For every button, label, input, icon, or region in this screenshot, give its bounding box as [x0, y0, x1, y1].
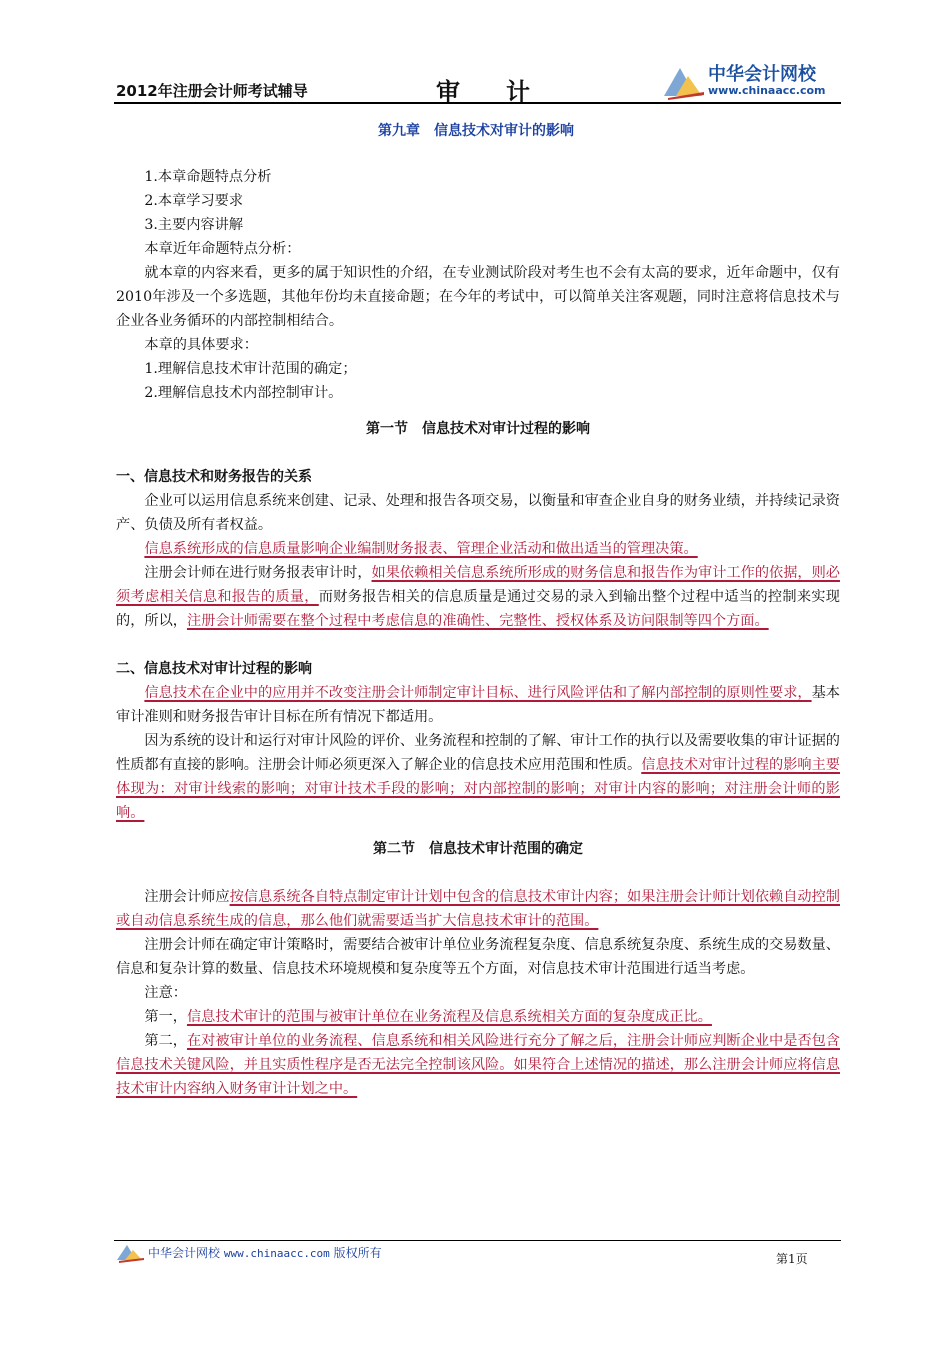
requirements-label: 本章的具体要求：: [144, 337, 258, 353]
logo-url: www.chinaacc.com: [708, 84, 826, 97]
chapter-title: 第九章 信息技术对审计的影响: [378, 123, 574, 139]
note-label: 注意：: [144, 985, 187, 1001]
outline-item-3: 3.主要内容讲解: [144, 217, 244, 233]
highlighted-text: 按信息系统各自特点制定审计计划中包含的信息技术审计内容；如果注册会计师计划依赖自动控制或自动信息系统生成的信息，那么他们就需要适当扩大信息技术审计的范围。: [116, 889, 840, 929]
footer-url: www.chinaacc.com: [223, 1247, 330, 1260]
section-1-paragraph-2: [116, 537, 840, 561]
note-item-2: [116, 1029, 840, 1101]
footer-brand: 中华会计网校: [148, 1246, 221, 1260]
analysis-paragraph: 就本章的内容来看，更多的属于知识性的介绍，在专业测试阶段对考生也不会有太高的要求，近年命题中，仅有2010年涉及一个多选题，其他年份均未直接命题；在今年的考试中，可以简单关注客观题，同时注意将信息技术与企业各业务循环的内部控制相结合。: [116, 265, 840, 329]
header-logo: [662, 60, 842, 102]
note-item-1: [116, 1005, 840, 1029]
header-course-title: 2012年注册会计师考试辅导: [116, 82, 308, 100]
highlighted-text: 注册会计师需要在整个过程中考虑信息的准确性、完整性、授权体系及访问限制等四个方面。: [186, 613, 769, 629]
section-1-heading-2: 二、信息技术对审计过程的影响: [116, 661, 312, 677]
header-subject-title: 审计: [436, 78, 576, 106]
section-1-paragraph-3: [116, 561, 840, 633]
footer-rights: 版权所有: [333, 1246, 382, 1260]
document-body: [116, 165, 840, 1101]
highlighted-text: 信息技术对审计过程的影响主要体现为：对审计线索的影响；对审计技术手段的影响；对内部控制的影响；对审计内容的影响；对注册会计师的影响。: [116, 757, 840, 821]
highlighted-text: 信息技术审计的范围与被审计单位在业务流程及信息系统相关方面的复杂度成正比。: [186, 1009, 712, 1025]
requirement-item-2: 2.理解信息技术内部控制审计。: [144, 385, 343, 401]
paragraph-text: 注册会计师应: [144, 889, 230, 905]
paragraph-text: 基本审计准则和财务报告审计目标在所有情况下都适用。: [116, 685, 840, 725]
header-divider: [114, 102, 841, 104]
footer-divider: [114, 1240, 841, 1241]
highlighted-text: 在对被审计单位的业务流程、信息系统和相关风险进行充分了解之后，注册会计师应判断企业中是否包含信息技术关键风险，并且实质性程序是否无法完全控制该风险。如果符合上述情况的描述，那么注册会计师应将信息技术审计内容纳入财务审计计划之中。: [116, 1033, 840, 1097]
footer-copyright: [148, 1244, 382, 1261]
paragraph-text: 第二，: [144, 1033, 187, 1049]
highlighted-text: 信息系统形成的信息质量影响企业编制财务报表、管理企业活动和做出适当的管理决策。: [144, 541, 698, 557]
section-1-paragraph-4: [116, 681, 840, 729]
section-1-title: 第一节 信息技术对审计过程的影响: [366, 421, 590, 437]
section-1-heading-1: 一、信息技术和财务报告的关系: [116, 469, 312, 485]
logo-brand-name: 中华会计网校: [708, 64, 816, 85]
logo-mountain-icon: [662, 62, 706, 102]
paragraph-text: 而财务报告相关的信息质量是通过交易的录入到输出整个过程中适当的控制来实现的，所以，: [116, 589, 840, 629]
analysis-label: 本章近年命题特点分析：: [144, 241, 301, 257]
section-1-paragraph-5: [116, 729, 840, 825]
paragraph-text: 注册会计师在进行财务报表审计时，: [144, 565, 372, 581]
section-2-title: 第二节 信息技术审计范围的确定: [373, 841, 583, 857]
footer-logo-icon: [116, 1242, 146, 1264]
paragraph-text: 第一，: [144, 1009, 187, 1025]
highlighted-text: 如果依赖相关信息系统所形成的财务信息和报告作为审计工作的依据，则必须考虑相关信息和报告的质量，: [116, 565, 840, 605]
highlighted-text: 信息技术在企业中的应用并不改变注册会计师制定审计目标、进行风险评估和了解内部控制的原则性要求，: [144, 685, 812, 701]
paragraph-text: 因为系统的设计和运行对审计风险的评价、业务流程和控制的了解、审计工作的执行以及需要收集的审计证据的性质都有直接的影响。注册会计师必须更深入了解企业的信息技术应用范围和性质。: [116, 733, 840, 773]
outline-item-2: 2.本章学习要求: [144, 193, 244, 209]
requirement-item-1: 1.理解信息技术审计范围的确定；: [144, 361, 357, 377]
outline-item-1: 1.本章命题特点分析: [144, 169, 272, 185]
section-1-paragraph-1: 企业可以运用信息系统来创建、记录、处理和报告各项交易，以衡量和审查企业自身的财务业绩，并持续记录资产、负债及所有者权益。: [116, 493, 840, 533]
section-2-paragraph-1: [116, 885, 840, 933]
section-2-paragraph-2: 注册会计师在确定审计策略时，需要结合被审计单位业务流程复杂度、信息系统复杂度、系统生成的交易数量、信息和复杂计算的数量、信息技术环境规模和复杂度等五个方面，对信息技术审计范围进行适当考虑。: [116, 937, 840, 977]
page-number: 第1页: [776, 1252, 808, 1266]
